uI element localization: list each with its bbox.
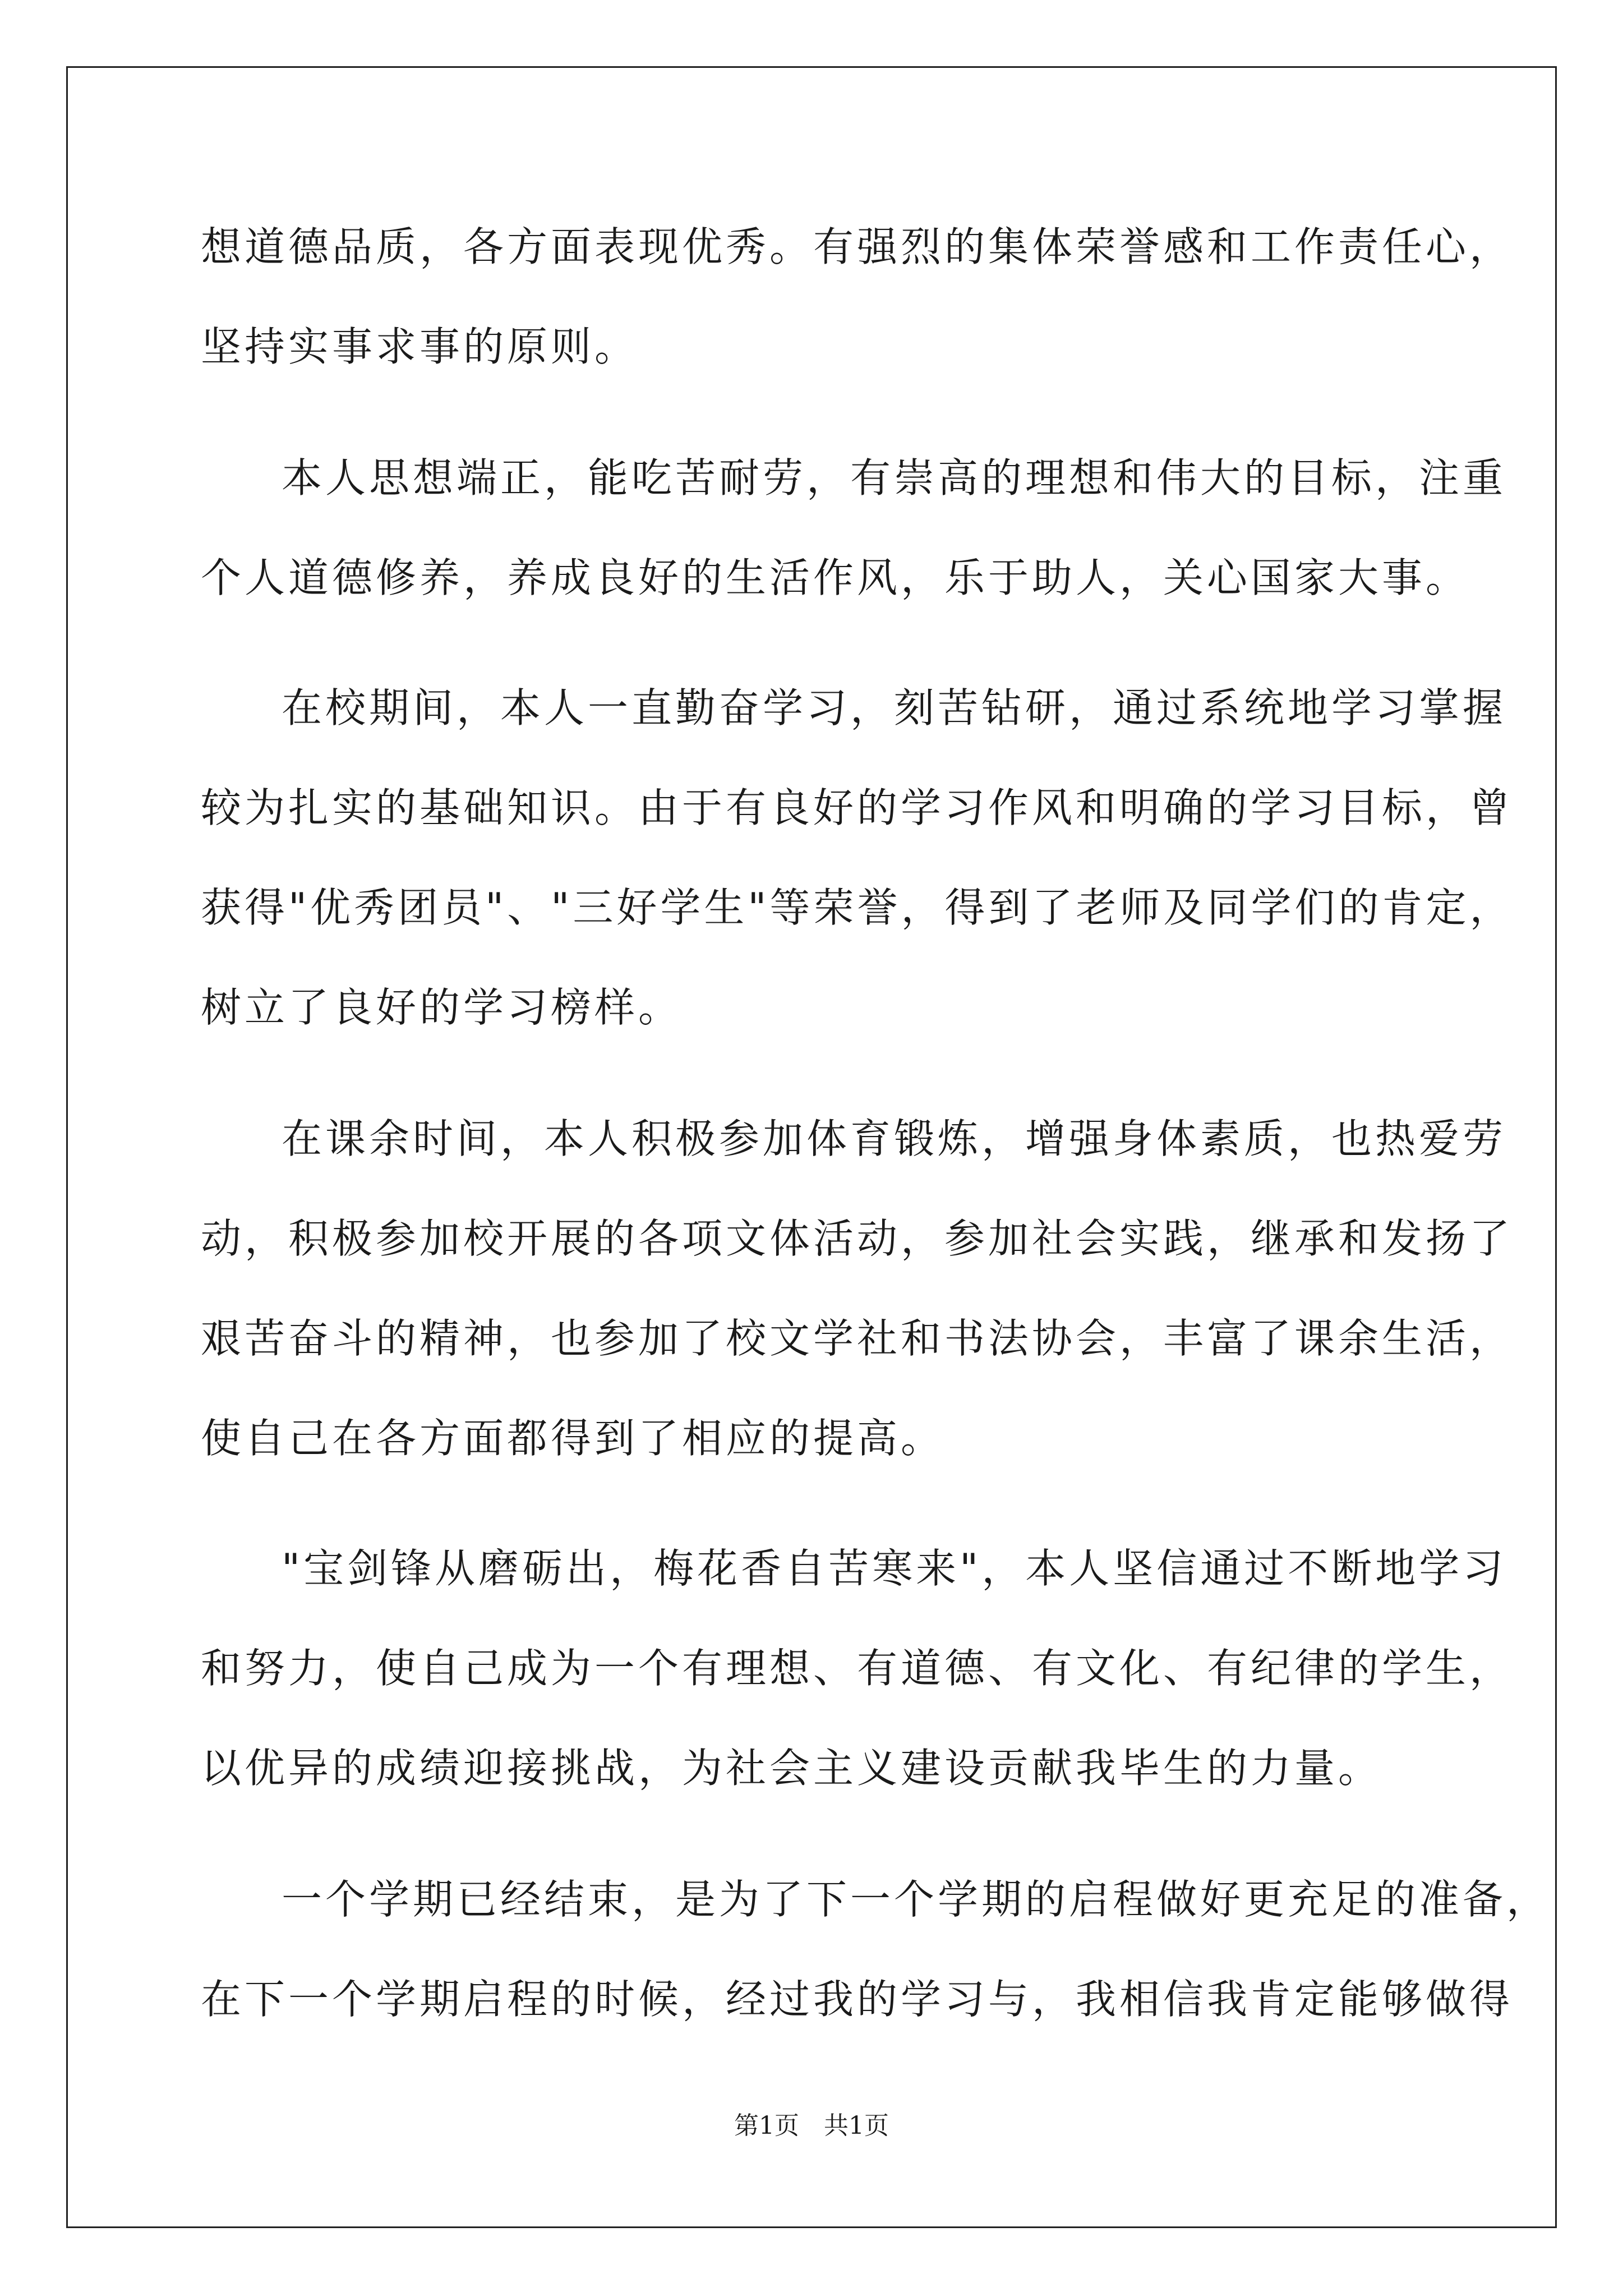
text-line-15: 以优异的成绩迎接挑战，为社会主义建设贡献我毕生的力量。: [201, 1745, 1382, 1792]
text-line-14: 和努力，使自己成为一个有理想、有道德、有文化、有纪律的学生，: [201, 1645, 1514, 1692]
text-line-7: 获得"优秀团员"、"三好学生"等荣誉，得到了老师及同学们的肯定，: [201, 884, 1514, 931]
text-line-16: 一个学期已经结束，是为了下一个学期的启程做好更充足的准备，: [282, 1876, 1551, 1923]
text-line-5: 在校期间，本人一直勤奋学习，刻苦钻研，通过系统地学习掌握: [282, 684, 1507, 731]
text-line-2: 坚持实事求事的原则。: [201, 323, 639, 370]
text-line-9: 在课余时间，本人积极参加体育锻炼，增强身体素质，也热爱劳: [282, 1115, 1507, 1162]
text-line-4: 个人道德修养，养成良好的生活作风，乐于助人，关心国家大事。: [201, 554, 1470, 601]
text-line-3: 本人思想端正，能吃苦耐劳，有崇高的理想和伟大的目标，注重: [282, 454, 1507, 501]
text-line-11: 艰苦奋斗的精神，也参加了校文学社和书法协会，丰富了课余生活，: [201, 1315, 1514, 1362]
text-line-17: 在下一个学期启程的时候，经过我的学习与，我相信我肯定能够做得: [201, 1976, 1514, 2023]
page-number-footer: 第1页 共1页: [734, 2111, 889, 2140]
text-line-8: 树立了良好的学习榜样。: [201, 984, 683, 1031]
text-line-6: 较为扎实的基础知识。由于有良好的学习作风和明确的学习目标，曾: [201, 784, 1514, 831]
text-line-10: 动，积极参加校开展的各项文体活动，参加社会实践，继承和发扬了: [201, 1215, 1514, 1262]
text-line-1: 想道德品质，各方面表现优秀。有强烈的集体荣誉感和工作责任心，: [201, 223, 1514, 270]
text-line-13: "宝剑锋从磨砺出，梅花香自苦寒来"，本人坚信通过不断地学习: [282, 1545, 1507, 1592]
text-line-12: 使自己在各方面都得到了相应的提高。: [201, 1415, 945, 1462]
